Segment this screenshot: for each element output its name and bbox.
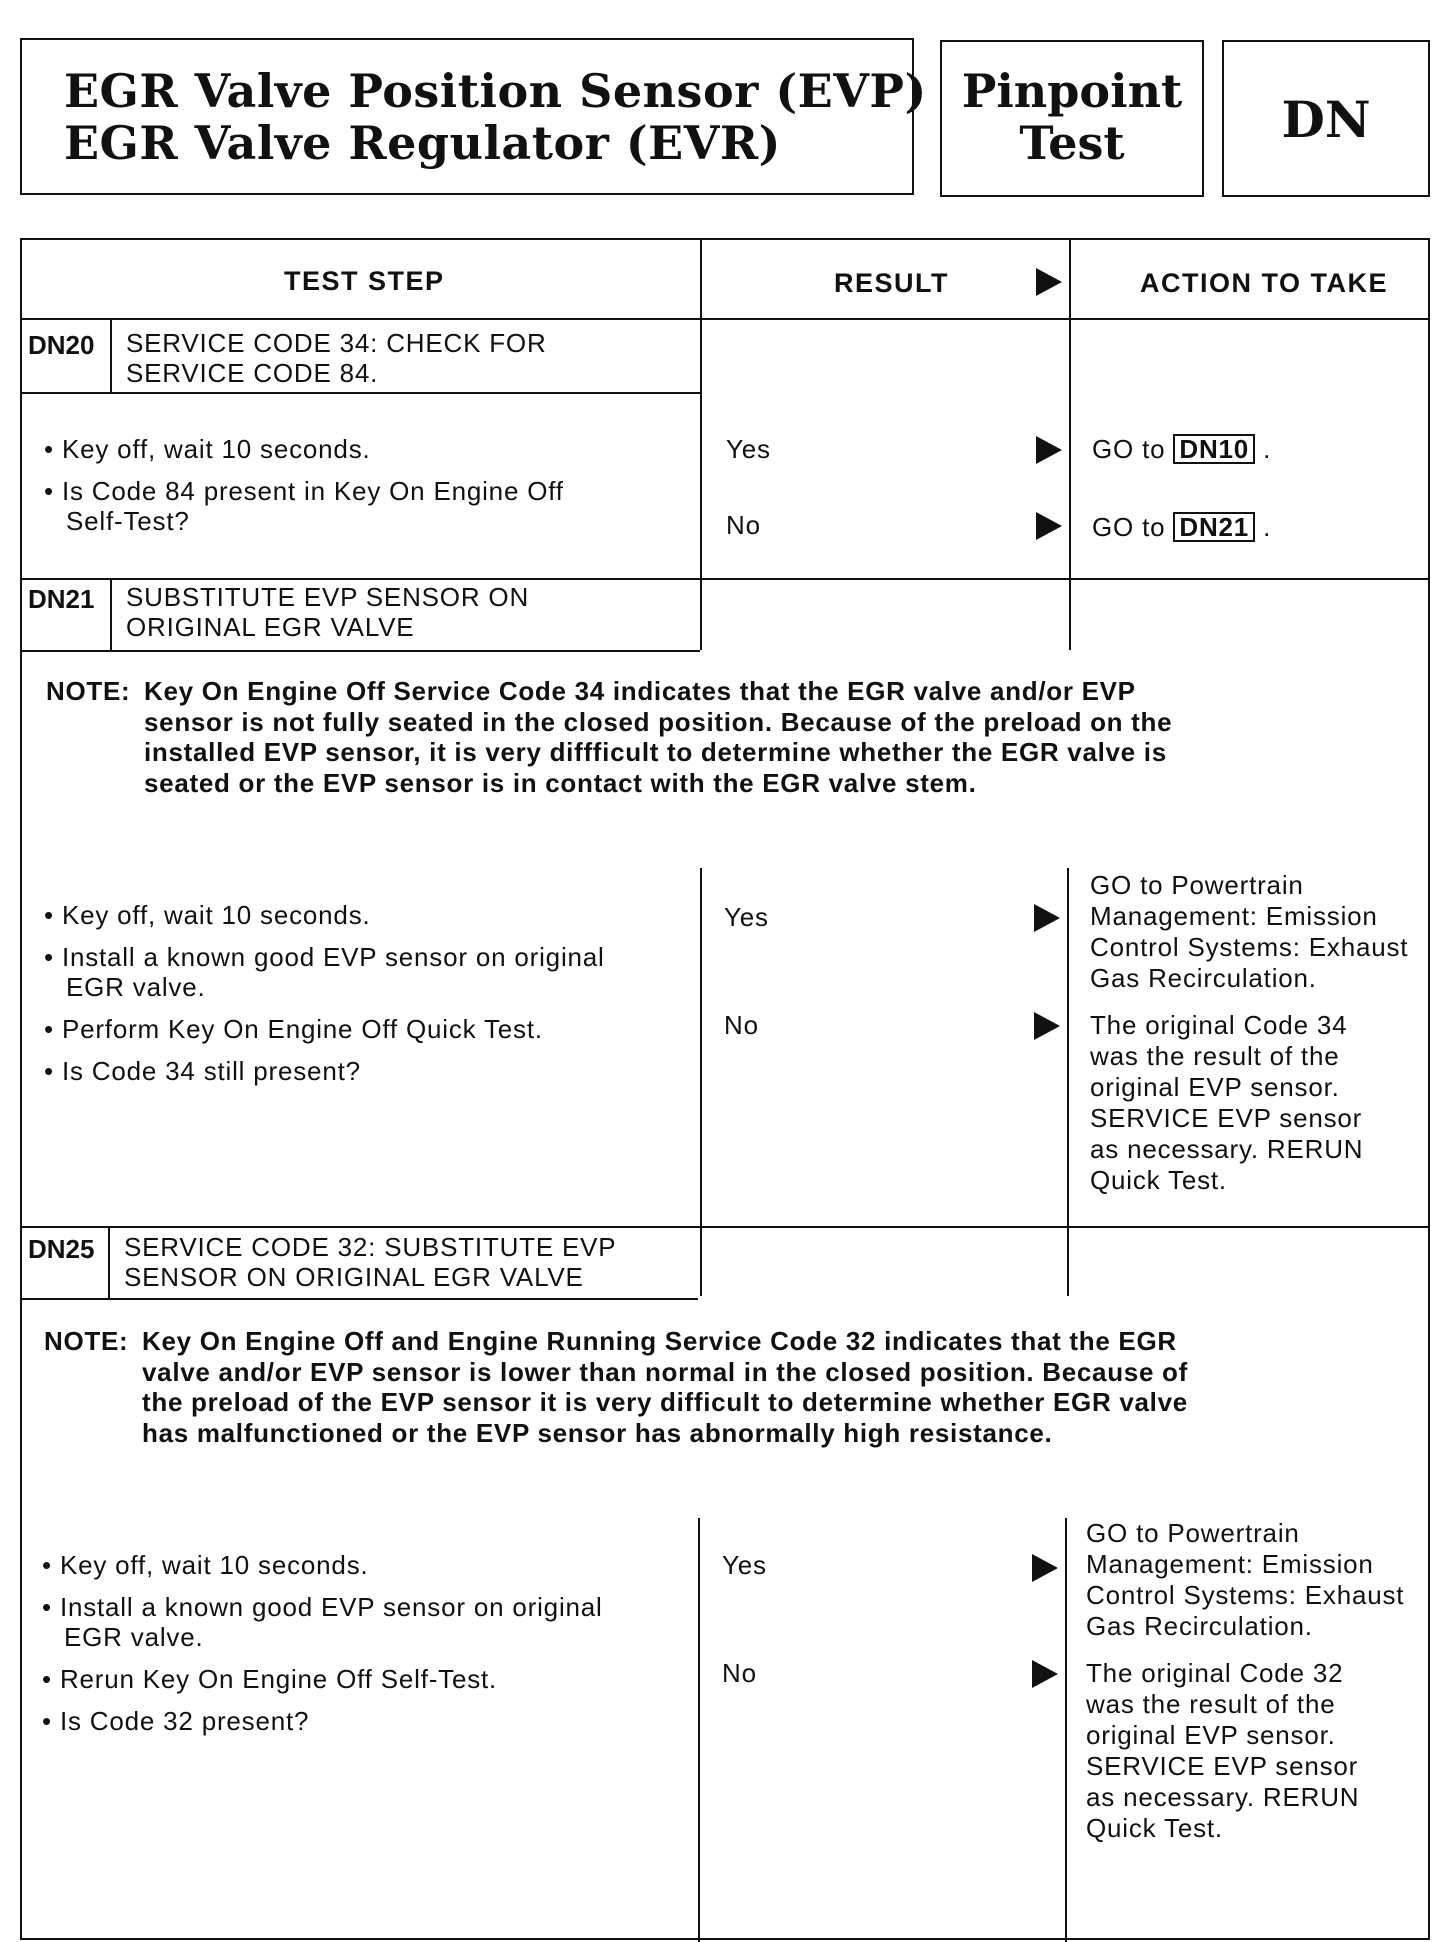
dn25-no-action-6: Quick Test. (1086, 1813, 1223, 1843)
dn21-note-line-1: Key On Engine Off Service Code 34 indicates that the EGR valve and/or EVP (144, 676, 1136, 706)
header-divider (22, 318, 1430, 320)
header-action: ACTION TO TAKE (1140, 268, 1388, 298)
dn21-title-1: SUBSTITUTE EVP SENSOR ON (126, 582, 530, 612)
dn21-title-divider (22, 650, 700, 652)
dn21-id-divider (110, 578, 112, 650)
dn25-bullet-2: • Install a known good EVP sensor on original (42, 1592, 603, 1622)
dn25-title-divider (22, 1298, 698, 1300)
dn25-bullet-2-cont: EGR valve. (64, 1622, 204, 1652)
test-label: Test (1019, 116, 1125, 170)
header-test-step: TEST STEP (284, 266, 445, 296)
dn20-title-2: SERVICE CODE 84. (126, 358, 379, 388)
dn21-bullet-2-cont: EGR valve. (66, 972, 206, 1002)
dn25-no-action-5: as necessary. RERUN (1086, 1782, 1360, 1812)
col-divider-2b (1067, 868, 1069, 1296)
dn21-title-2: ORIGINAL EGR VALVE (126, 612, 415, 642)
dn25-bullet-1: • Key off, wait 10 seconds. (42, 1550, 369, 1580)
dn25-no-action-1: The original Code 32 (1086, 1658, 1344, 1688)
col-divider-1b (700, 868, 702, 1296)
dn21-no-action-6: Quick Test. (1090, 1165, 1227, 1195)
step-id-dn25: DN25 (28, 1234, 95, 1264)
dn21-yes-action-1: GO to Powertrain (1090, 870, 1304, 900)
dn21-no: No (724, 1010, 759, 1040)
title-box (20, 38, 927, 195)
col-divider-2c (1065, 1518, 1067, 1942)
dn21-note-line-3: installed EVP sensor, it is very diffficult to determine whether the EGR valve is (144, 737, 1167, 767)
dn21-no-action-2: was the result of the (1090, 1041, 1340, 1071)
dn21-ref[interactable]: DN21 (1173, 512, 1255, 542)
dn20-no-arrow-icon (1036, 512, 1062, 540)
dn21-bullet-2: • Install a known good EVP sensor on original (44, 942, 605, 972)
dn25-note-line-1: Key On Engine Off and Engine Running Service Code 32 indicates that the EGR (142, 1326, 1177, 1356)
step-id-dn20: DN20 (28, 330, 95, 360)
dn21-yes-action-2: Management: Emission (1090, 901, 1378, 931)
dn25-yes-action-2: Management: Emission (1086, 1549, 1374, 1579)
dn20-bullet-1: • Key off, wait 10 seconds. (44, 434, 371, 464)
col-divider-1c (698, 1518, 700, 1942)
dn20-bullet-2: • Is Code 84 present in Key On Engine Off (44, 476, 564, 506)
dn25-note-line-4: has malfunctioned or the EVP sensor has abnormally high resistance. (142, 1417, 1053, 1448)
dn25-bullet-3: • Rerun Key On Engine Off Self-Test. (42, 1664, 498, 1694)
test-code-box (1222, 40, 1430, 197)
dn20-yes: Yes (726, 434, 771, 464)
dn25-no-arrow-icon (1032, 1660, 1058, 1688)
dn25-yes-arrow-icon (1032, 1554, 1058, 1582)
dn25-note-line-2: valve and/or EVP sensor is lower than normal in the closed position. Because of (142, 1356, 1188, 1387)
dn21-end-divider (22, 1226, 1430, 1228)
dn21-yes-arrow-icon (1034, 904, 1060, 932)
title-line-1: EGR Valve Position Sensor (EVP) (64, 64, 927, 118)
dn21-yes-action-4: Gas Recirculation. (1090, 963, 1317, 993)
step-id-dn21: DN21 (28, 584, 95, 614)
dn21-no-action-3: original EVP sensor. (1090, 1072, 1340, 1102)
dn25-yes-action-1: GO to Powertrain (1086, 1518, 1300, 1548)
dn25-yes: Yes (722, 1550, 767, 1580)
dn25-yes-action-3: Control Systems: Exhaust (1086, 1580, 1405, 1610)
dn25-note-label: NOTE: (44, 1326, 129, 1356)
dn20-yes-arrow-icon (1036, 436, 1062, 464)
dn21-bullet-4: • Is Code 34 still present? (44, 1056, 361, 1086)
dn20-title-1: SERVICE CODE 34: CHECK FOR (126, 328, 547, 358)
dn25-no: No (722, 1658, 757, 1688)
dn20-no: No (726, 510, 761, 540)
dn25-title-2: SENSOR ON ORIGINAL EGR VALVE (124, 1262, 584, 1292)
dn21-yes: Yes (724, 902, 769, 932)
dn21-no-arrow-icon (1034, 1012, 1060, 1040)
dn25-id-divider (108, 1226, 110, 1298)
step-id-divider (110, 318, 112, 392)
pinpoint-table (20, 238, 1430, 1940)
dn10-ref[interactable]: DN10 (1173, 434, 1255, 464)
dn20-no-action: GO to DN21 . (1092, 512, 1272, 542)
dn21-bullet-1: • Key off, wait 10 seconds. (44, 900, 371, 930)
col-divider-2a (1069, 240, 1071, 650)
dn21-no-action-1: The original Code 34 (1090, 1010, 1348, 1040)
dn25-no-action-3: original EVP sensor. (1086, 1720, 1336, 1750)
dn25-title-1: SERVICE CODE 32: SUBSTITUTE EVP (124, 1232, 617, 1262)
pinpoint-test-box (940, 40, 1204, 197)
dn21-note-line-2: sensor is not fully seated in the closed position. Because of the preload on the (144, 706, 1173, 737)
dn25-note-line-3: the preload of the EVP sensor it is very difficult to determine whether EGR valve (142, 1387, 1188, 1417)
dn25-no-action-4: SERVICE EVP sensor (1086, 1751, 1359, 1781)
dn21-no-action-5: as necessary. RERUN (1090, 1134, 1364, 1164)
header-arrow-icon (1036, 268, 1062, 296)
dn20-title-divider (22, 392, 700, 394)
test-code: DN (1281, 90, 1371, 149)
dn21-note-label: NOTE: (46, 676, 131, 706)
dn21-no-action-4: SERVICE EVP sensor (1090, 1103, 1363, 1133)
pinpoint-label: Pinpoint (961, 64, 1183, 118)
dn21-note-body (46, 676, 1406, 798)
dn21-note-line-4: seated or the EVP sensor is in contact with the EGR valve stem. (144, 767, 977, 798)
col-divider-1a (700, 240, 702, 650)
dn25-note-body (44, 1326, 1404, 1448)
dn25-yes-action-4: Gas Recirculation. (1086, 1611, 1313, 1641)
dn25-no-action-2: was the result of the (1086, 1689, 1336, 1719)
title-line-2: EGR Valve Regulator (EVR) (64, 116, 781, 170)
dn25-bullet-4: • Is Code 32 present? (42, 1706, 310, 1736)
header-result: RESULT (834, 268, 949, 298)
dn20-end-divider (22, 578, 1430, 580)
dn21-bullet-3: • Perform Key On Engine Off Quick Test. (44, 1014, 543, 1044)
dn20-bullet-2-cont: Self-Test? (66, 506, 190, 536)
dn21-yes-action-3: Control Systems: Exhaust (1090, 932, 1409, 962)
dn20-yes-action: GO to DN10 . (1092, 434, 1272, 464)
